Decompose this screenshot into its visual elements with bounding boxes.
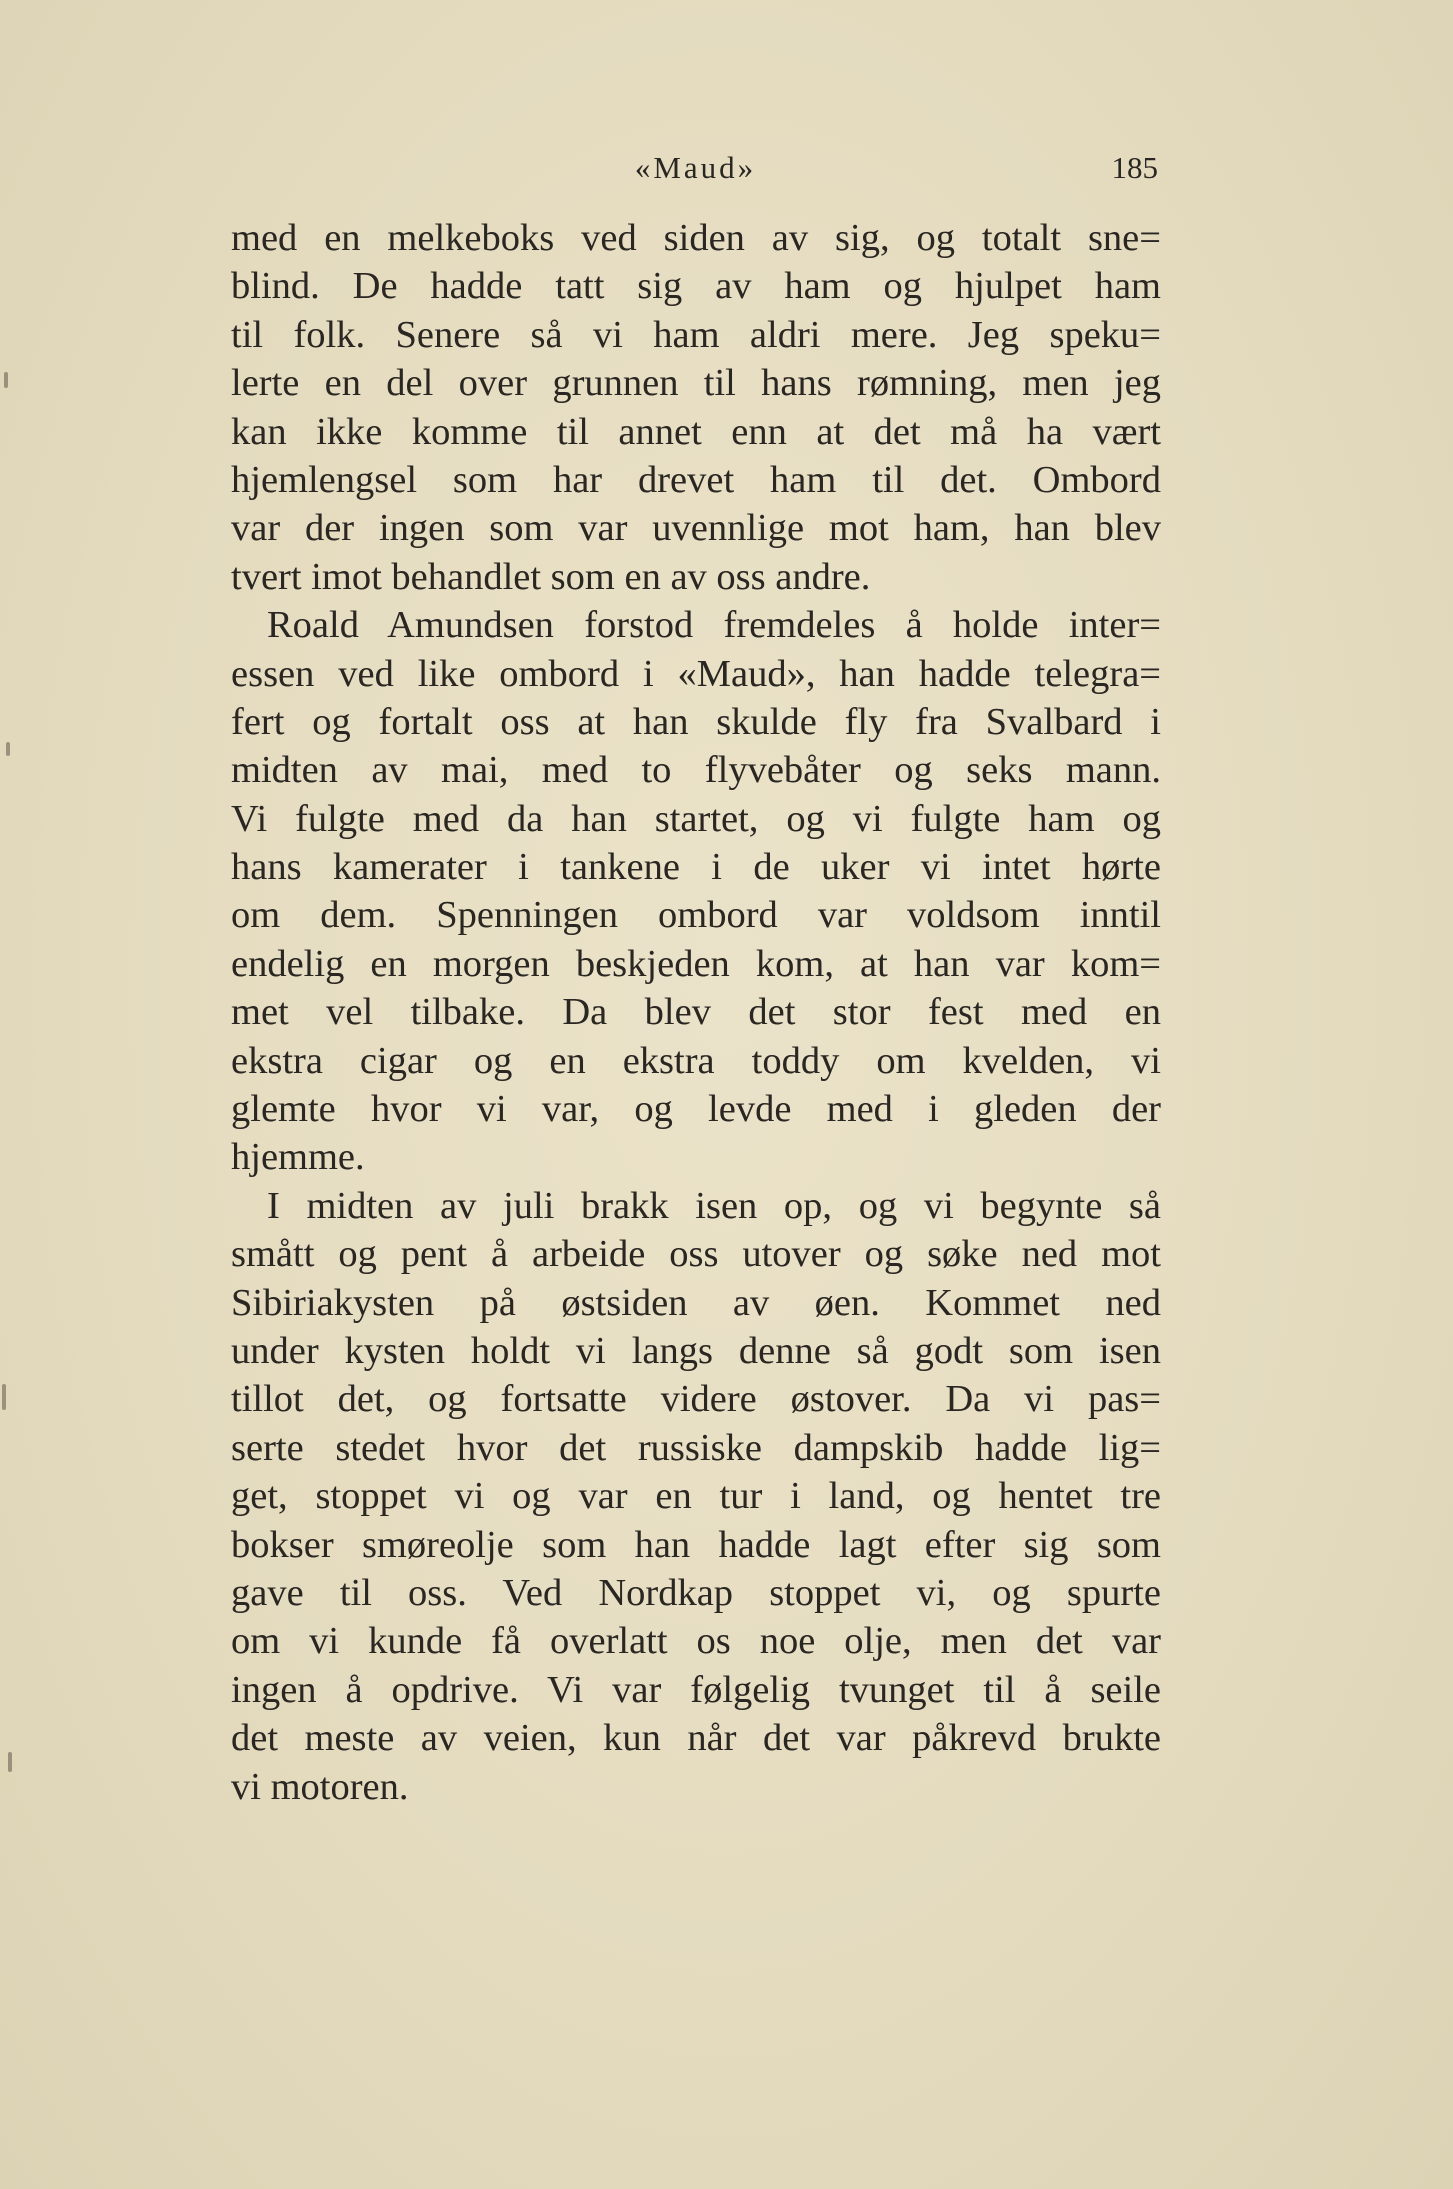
text-line: Sibiriakysten på østsiden av øen. Kommet ned — [231, 1281, 1161, 1324]
text-line: get, stoppet vi og var en tur i land, og hentet tre — [231, 1475, 1161, 1518]
text-line: blind. De hadde tatt sig av ham og hjulpet ham — [231, 265, 1161, 308]
text-line: var der ingen som var uvennlige mot ham, han blev — [231, 507, 1161, 550]
text-line: bokser smøreolje som han hadde lagt efter sig som — [231, 1523, 1161, 1566]
text-line: med en melkeboks ved siden av sig, og totalt sne= — [231, 217, 1161, 259]
text-line: gave til oss. Ved Nordkap stoppet vi, og spurte — [231, 1571, 1161, 1614]
paragraph — [231, 214, 1161, 601]
running-title: «Maud» — [634, 150, 757, 185]
paragraph — [231, 1182, 1161, 1811]
text-line: lerte en del over grunnen til hans rømning, men jeg — [231, 362, 1161, 405]
text-line: om dem. Spenningen ombord var voldsom inntil — [231, 894, 1161, 937]
text-line: endelig en morgen beskjeden kom, at han var kom= — [231, 942, 1161, 985]
text-line: essen ved like ombord i «Maud», han hadde telegra= — [231, 652, 1161, 695]
body-text — [231, 214, 1161, 1811]
text-line: det meste av veien, kun når det var påkrevd brukte — [231, 1717, 1161, 1760]
text-line: glemte hvor vi var, og levde med i gleden der — [231, 1088, 1161, 1131]
text-line: under kysten holdt vi langs denne så godt som isen — [231, 1329, 1161, 1372]
text-line: hjemlengsel som har drevet ham til det. Ombord — [231, 458, 1161, 501]
text-line: hjemme. — [231, 1136, 365, 1179]
text-line: fert og fortalt oss at han skulde fly fra Svalbard i — [231, 700, 1161, 743]
text-line: serte stedet hvor det russiske dampskib hadde lig= — [231, 1426, 1161, 1469]
text-line: I midten av juli brakk isen op, og vi begynte så — [267, 1184, 1161, 1227]
text-line: Vi fulgte med da han startet, og vi fulgte ham og — [231, 797, 1161, 840]
text-line: smått og pent å arbeide oss utover og søke ned mot — [231, 1233, 1161, 1276]
text-line: om vi kunde få overlatt os noe olje, men det var — [231, 1620, 1161, 1663]
paragraph — [231, 601, 1161, 1182]
page-number: 185 — [1111, 150, 1158, 185]
text-line: ekstra cigar og en ekstra toddy om kvelden, vi — [231, 1039, 1161, 1082]
margin-speck — [8, 1752, 12, 1772]
margin-speck — [2, 1384, 6, 1410]
text-line: tvert imot behandlet som en av oss andre. — [231, 555, 871, 598]
text-line: tillot det, og fortsatte videre østover. Da vi pas= — [231, 1378, 1161, 1421]
text-line: met vel tilbake. Da blev det stor fest med en — [231, 991, 1161, 1034]
margin-speck — [4, 372, 8, 388]
running-head — [233, 150, 1158, 202]
margin-speck — [6, 742, 10, 756]
text-line: vi motoren. — [231, 1765, 409, 1808]
text-line: hans kamerater i tankene i de uker vi intet hørte — [231, 846, 1161, 889]
text-line: kan ikke komme til annet enn at det må ha vært — [231, 410, 1161, 453]
text-line: til folk. Senere så vi ham aldri mere. Jeg speku= — [231, 313, 1161, 356]
text-line: ingen å opdrive. Vi var følgelig tvunget til å seile — [231, 1668, 1161, 1711]
text-line: midten av mai, med to flyvebåter og seks mann. — [231, 749, 1161, 792]
text-line: Roald Amundsen forstod fremdeles å holde inter= — [267, 604, 1161, 647]
